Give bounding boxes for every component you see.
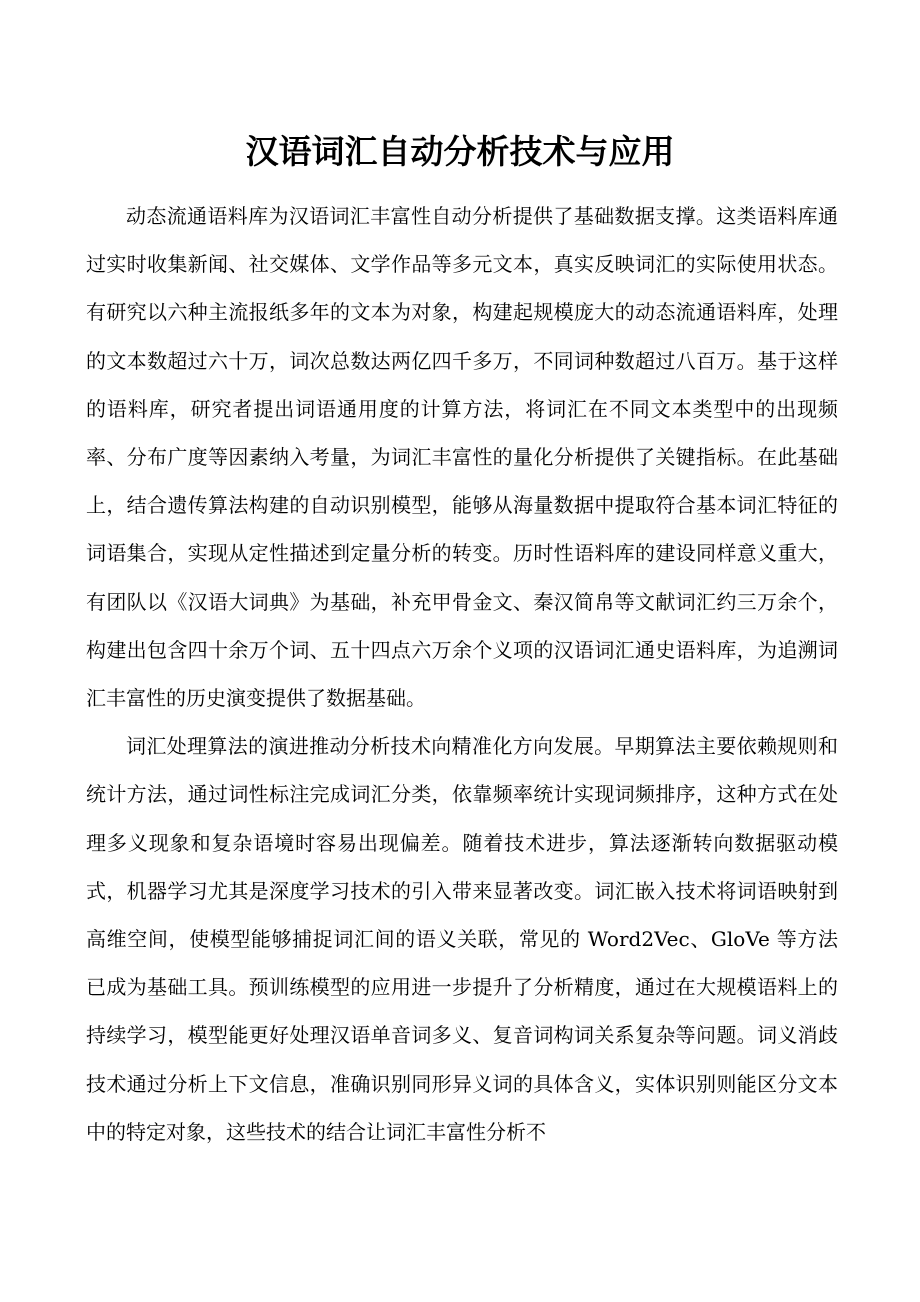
document-title: 汉语词汇自动分析技术与应用: [245, 132, 675, 171]
paragraph-1: 动态流通语料库为汉语词汇丰富性自动分析提供了基础数据支撑。这类语料库通过实时收集新闻、社交媒体、文学作品等多元文本，真实反映词汇的实际使用状态。有研究以六种主流报纸多年的文本为对象，构建起规模庞大的动态流通语料库，处理的文本数超过六十万，词次总数达两亿四千多万，不同词种数超过八百万。基于这样的语料库，研究者提出词语通用度的计算方法，将词汇在不同文本类型中的出现频率、分布广度等因素纳入考量，为词汇丰富性的量化分析提供了关键指标。在此基础上，结合遗传算法构建的自动识别模型，能够从海量数据中提取符合基本词汇特征的词语集合，实现从定性描述到定量分析的转变。历时性语料库的建设同样意义重大，有团队以《汉语大词典》为基础，补充甲骨金文、秦汉简帛等文献词汇约三万余个，构建出包含四十余万个词、五十四点六万余个义项的汉语词汇通史语料库，为追溯词汇丰富性的历史演变提供了数据基础。: [86, 204, 838, 711]
paragraph-2: 词汇处理算法的演进推动分析技术向精准化方向发展。早期算法主要依赖规则和统计方法，通过词性标注完成词汇分类，依靠频率统计实现词频排序，这种方式在处理多义现象和复杂语境时容易出现偏差。随着技术进步，算法逐渐转向数据驱动模式，机器学习尤其是深度学习技术的引入带来显著改变。词汇嵌入技术将词语映射到高维空间，使模型能够捕捉词汇间的语义关联，常见的 Word2Vec、GloVe 等方法已成为基础工具。预训练模型的应用进一步提升了分析精度，通过在大规模语料上的持续学习，模型能更好处理汉语单音词多义、复音词构词关系复杂等问题。词义消歧技术通过分析上下文信息，准确识别同形异义词的具体含义，实体识别则能区分文本中的特定对象，这些技术的结合让词汇丰富性分析不: [86, 734, 838, 1144]
document-body: [86, 192, 838, 1156]
